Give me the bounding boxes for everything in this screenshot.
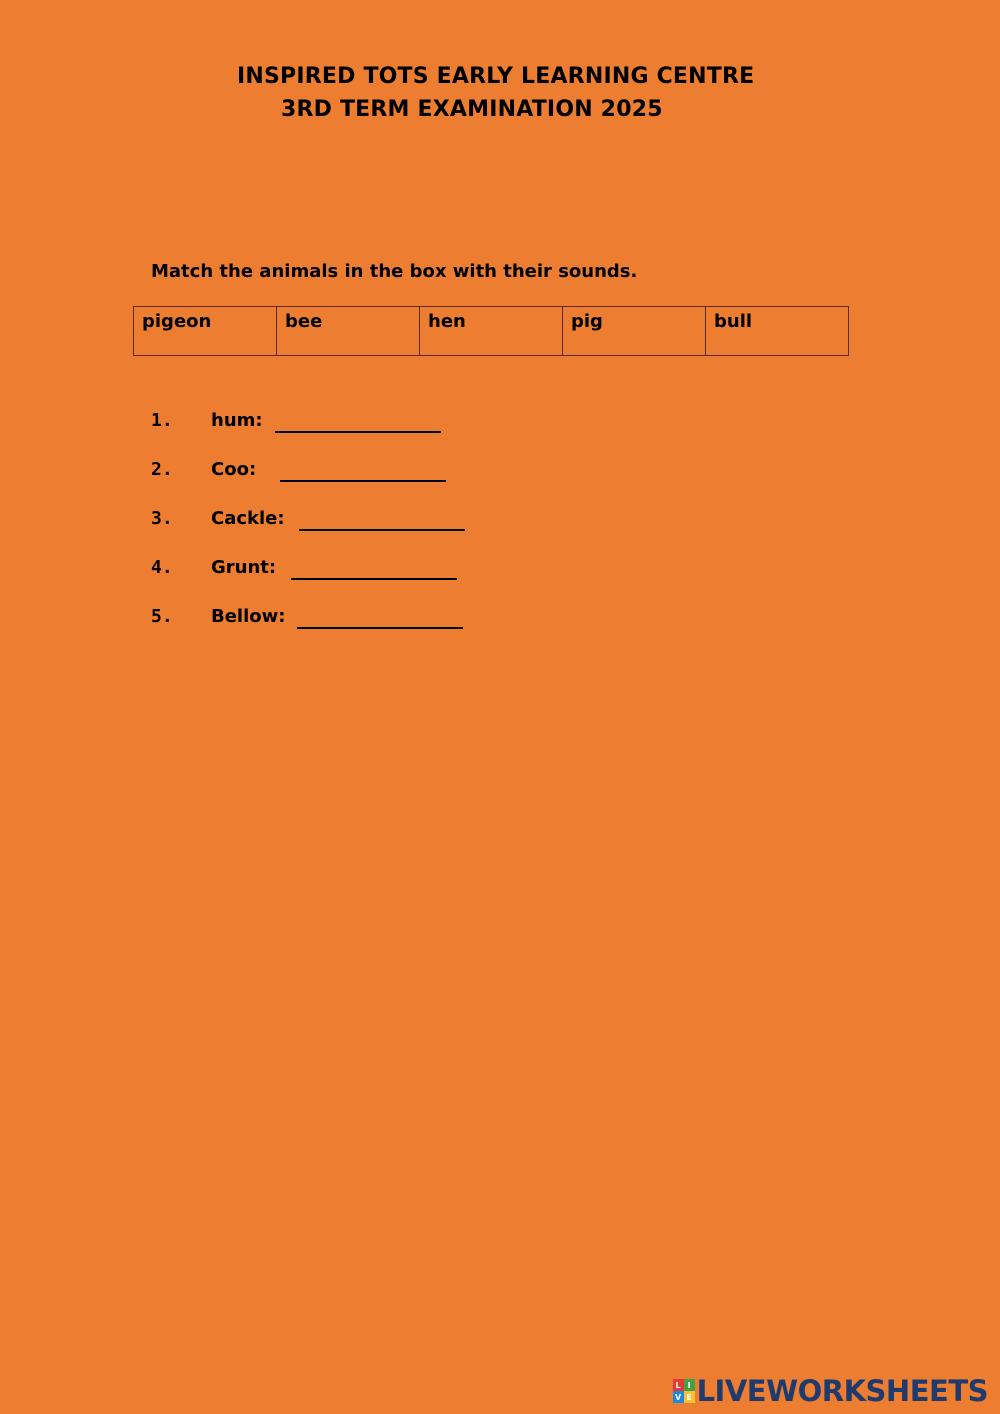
word-box-cell: pig <box>563 307 706 356</box>
answer-blank[interactable] <box>297 627 463 629</box>
answer-blank[interactable] <box>280 480 446 482</box>
school-name: INSPIRED TOTS EARLY LEARNING CENTRE <box>237 64 755 89</box>
answer-blank[interactable] <box>275 431 441 433</box>
logo-mark-letter: V <box>673 1391 684 1403</box>
question-word: Coo: <box>211 459 257 480</box>
question-word: Bellow: <box>211 606 286 627</box>
question-number: 1. <box>151 410 173 431</box>
answer-blank[interactable] <box>291 578 457 580</box>
instruction-text: Match the animals in the box with their sounds. <box>151 261 638 282</box>
word-box <box>133 306 849 356</box>
logo-mark-letter: E <box>684 1391 695 1403</box>
answer-blank[interactable] <box>299 529 465 531</box>
exam-title: 3RD TERM EXAMINATION 2025 <box>281 97 663 122</box>
logo-mark-letter: L <box>673 1379 684 1391</box>
word-box-cell: bee <box>277 307 420 356</box>
question-number: 3. <box>151 508 173 529</box>
question-word: Cackle: <box>211 508 285 529</box>
question-word: hum: <box>211 410 263 431</box>
word-box-cell: pigeon <box>134 307 277 356</box>
question-word: Grunt: <box>211 557 277 578</box>
liveworksheets-logo <box>673 1376 988 1406</box>
liveworksheets-logo-text: LIVEWORKSHEETS <box>696 1374 988 1408</box>
liveworksheets-logo-icon <box>673 1379 695 1403</box>
question-number: 5. <box>151 606 173 627</box>
question-number: 4. <box>151 557 173 578</box>
word-box-cell: hen <box>420 307 563 356</box>
question-number: 2. <box>151 459 173 480</box>
logo-mark-letter: I <box>684 1379 695 1391</box>
word-box-cell: bull <box>706 307 849 356</box>
